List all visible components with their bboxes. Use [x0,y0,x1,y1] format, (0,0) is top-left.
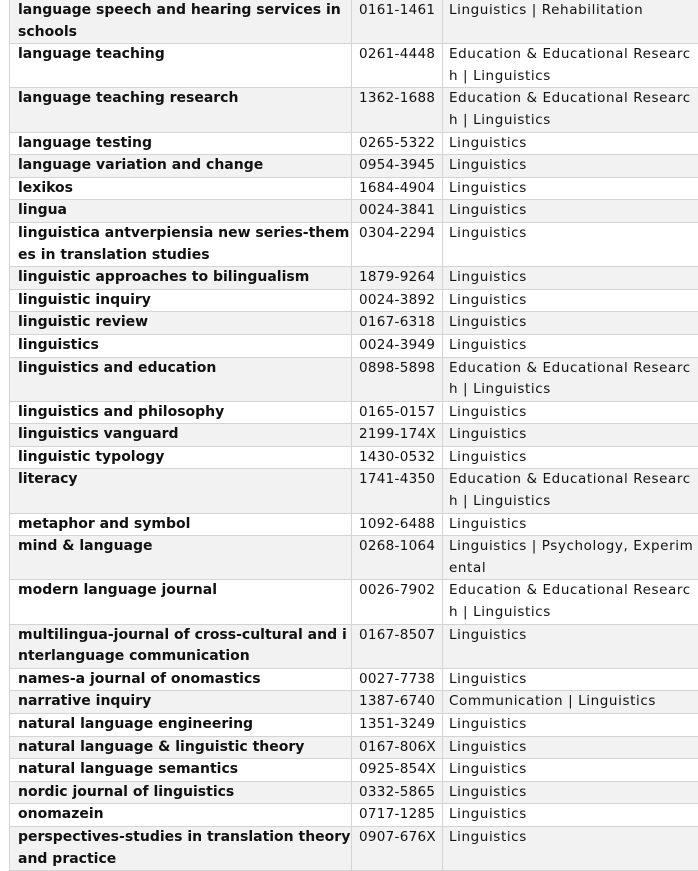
category-cell: Linguistics [443,177,698,200]
journal-title-cell: nordic journal of linguistics [10,781,352,804]
issn-cell: 0268-1064 [352,536,443,580]
issn-cell: 0261-4448 [352,44,443,88]
issn-cell: 0024-3841 [352,200,443,223]
issn-cell: 0024-3949 [352,334,443,357]
journal-title-cell: lexikos [10,177,352,200]
journal-title-cell: perspectives-studies in translation theory and practice [10,826,352,870]
category-cell: Linguistics [443,222,698,266]
issn-cell: 0161-1461 [352,0,443,44]
issn-cell: 0027-7738 [352,668,443,691]
journal-title-cell: linguistic review [10,312,352,335]
journal-title-cell: linguistics vanguard [10,424,352,447]
category-cell: Linguistics [443,781,698,804]
journal-table-body [10,0,698,871]
journal-title-cell: metaphor and symbol [10,513,352,536]
issn-cell: 1387-6740 [352,691,443,714]
table-row [10,334,698,357]
issn-cell: 0265-5322 [352,132,443,155]
journal-title-cell: linguistic inquiry [10,289,352,312]
table-row [10,580,698,624]
table-row [10,826,698,870]
issn-cell: 1879-9264 [352,267,443,290]
table-row [10,714,698,737]
journal-title-cell: language teaching [10,44,352,88]
issn-cell: 1092-6488 [352,513,443,536]
journal-title-cell: modern language journal [10,580,352,624]
journal-table [9,0,698,871]
category-cell: Linguistics [443,267,698,290]
table-row [10,804,698,827]
category-cell: Linguistics [443,804,698,827]
issn-cell: 0304-2294 [352,222,443,266]
category-cell: Linguistics [443,132,698,155]
journal-title-cell: linguistics [10,334,352,357]
category-cell: Linguistics [443,200,698,223]
category-cell: Communication | Linguistics [443,691,698,714]
table-row [10,668,698,691]
journal-title-cell: linguistics and philosophy [10,401,352,424]
category-cell: Linguistics [443,714,698,737]
journal-title-cell: linguistic typology [10,446,352,469]
category-cell: Linguistics [443,759,698,782]
issn-cell: 0717-1285 [352,804,443,827]
category-cell: Linguistics [443,668,698,691]
journal-title-cell: language variation and change [10,155,352,178]
table-row [10,469,698,513]
category-cell: Linguistics [443,513,698,536]
journal-title-cell: language teaching research [10,88,352,132]
table-row [10,267,698,290]
table-row [10,200,698,223]
journal-title-cell: linguistica antverpiensia new series-themes in translation studies [10,222,352,266]
table-row [10,132,698,155]
table-row [10,736,698,759]
category-cell: Education & Educational Research | Linguistics [443,469,698,513]
table-row [10,44,698,88]
category-cell: Linguistics [443,312,698,335]
table-row [10,177,698,200]
journal-title-cell: mind & language [10,536,352,580]
table-row [10,536,698,580]
category-cell: Linguistics [443,424,698,447]
issn-cell: 0954-3945 [352,155,443,178]
table-row [10,0,698,44]
table-row [10,312,698,335]
journal-title-cell: language testing [10,132,352,155]
journal-title-cell: narrative inquiry [10,691,352,714]
journal-title-cell: multilingua-journal of cross-cultural and interlanguage communication [10,624,352,668]
table-row [10,691,698,714]
table-row [10,289,698,312]
category-cell: Linguistics [443,334,698,357]
issn-cell: 1741-4350 [352,469,443,513]
journal-title-cell: lingua [10,200,352,223]
issn-cell: 0898-5898 [352,357,443,401]
table-row [10,513,698,536]
category-cell: Linguistics [443,401,698,424]
journal-title-cell: names-a journal of onomastics [10,668,352,691]
table-row [10,759,698,782]
table-row [10,357,698,401]
category-cell: Education & Educational Research | Linguistics [443,580,698,624]
issn-cell: 1351-3249 [352,714,443,737]
table-row [10,155,698,178]
table-row [10,222,698,266]
category-cell: Linguistics [443,289,698,312]
issn-cell: 1684-4904 [352,177,443,200]
category-cell: Linguistics [443,446,698,469]
table-row [10,88,698,132]
journal-title-cell: natural language semantics [10,759,352,782]
table-row [10,781,698,804]
category-cell: Education & Educational Research | Linguistics [443,357,698,401]
issn-cell: 0167-6318 [352,312,443,335]
category-cell: Education & Educational Research | Linguistics [443,44,698,88]
journal-title-cell: natural language & linguistic theory [10,736,352,759]
issn-cell: 0167-8507 [352,624,443,668]
category-cell: Education & Educational Research | Linguistics [443,88,698,132]
journal-title-cell: onomazein [10,804,352,827]
category-cell: Linguistics [443,155,698,178]
journal-title-cell: language speech and hearing services in schools [10,0,352,44]
category-cell: Linguistics | Psychology, Experimental [443,536,698,580]
journal-title-cell: linguistic approaches to bilingualism [10,267,352,290]
issn-cell: 0925-854X [352,759,443,782]
issn-cell: 1430-0532 [352,446,443,469]
journal-title-cell: linguistics and education [10,357,352,401]
table-row [10,624,698,668]
issn-cell: 0024-3892 [352,289,443,312]
issn-cell: 0332-5865 [352,781,443,804]
issn-cell: 1362-1688 [352,88,443,132]
issn-cell: 0165-0157 [352,401,443,424]
category-cell: Linguistics | Rehabilitation [443,0,698,44]
category-cell: Linguistics [443,826,698,870]
issn-cell: 0907-676X [352,826,443,870]
issn-cell: 2199-174X [352,424,443,447]
table-row [10,424,698,447]
category-cell: Linguistics [443,736,698,759]
table-row [10,401,698,424]
journal-title-cell: natural language engineering [10,714,352,737]
issn-cell: 0026-7902 [352,580,443,624]
category-cell: Linguistics [443,624,698,668]
journal-title-cell: literacy [10,469,352,513]
issn-cell: 0167-806X [352,736,443,759]
table-row [10,446,698,469]
